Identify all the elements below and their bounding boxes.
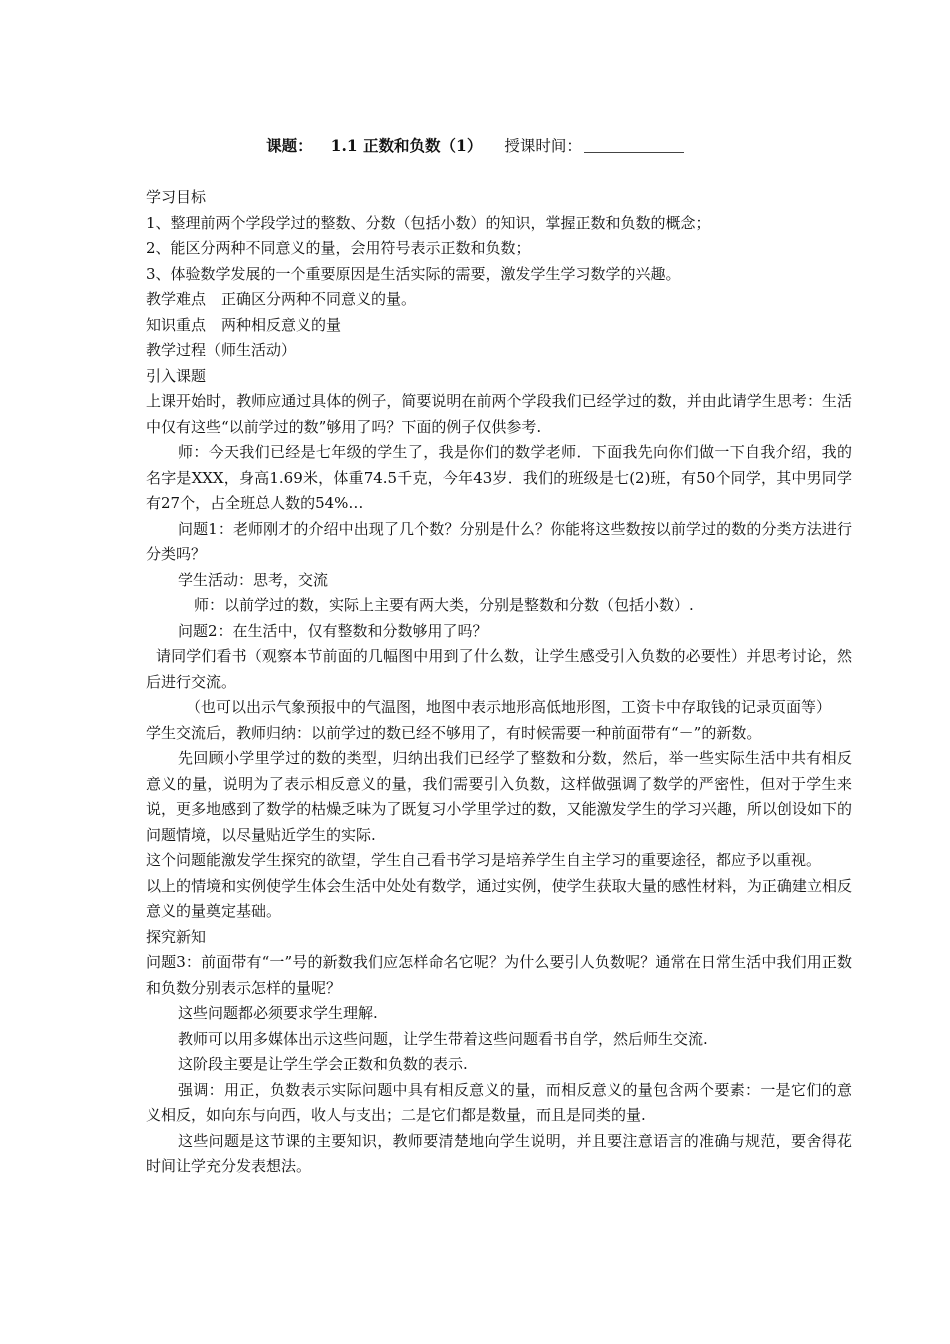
paragraph: 请同学们看书（观察本节前面的几幅图中用到了什么数，让学生感受引入负数的必要性）并思考讨论，然后进行交流。 bbox=[146, 647, 852, 691]
question-2: 问题2：在生活中，仅有整数和分数够用了吗？ bbox=[178, 621, 488, 640]
class-time-label: 授课时间： bbox=[504, 137, 582, 155]
topic-label: 课题： bbox=[266, 136, 313, 155]
paragraph: （也可以出示气象预报中的气温图，地图中表示地形高低地形图，工资卡中存取钱的记录页面等） bbox=[186, 698, 832, 716]
paragraph: 学生交流后，教师归纳：以前学过的数已经不够用了，有时候需要一种前面带有“－”的新数。 bbox=[146, 723, 762, 742]
paragraph: 学生活动：思考，交流 bbox=[178, 570, 329, 589]
paragraph: 师：今天我们已经是七年级的学生了，我是你们的数学老师．下面我先向你们做一下自我介绍，我的名字是XXX，身高1.69米，体重74.5千克，今年43岁．我们的班级是七(2)班，有50个同学，其中男同学有27个，占全班总人数的54%… bbox=[146, 443, 852, 512]
paragraph: 强调：用正，负数表示实际问题中具有相反意义的量，而相反意义的量包含两个要素：一是它们的意义相反，如向东与向西，收人与支出；二是它们都是数量，而且是同类的量. bbox=[146, 1080, 852, 1124]
paragraph: 师：以前学过的数，实际上主要有两大类，分别是整数和分数（包括小数）. bbox=[194, 596, 694, 614]
question-1: 问题1：老师刚才的介绍中出现了几个数？分别是什么？你能将这些数按以前学过的数的分类方法进行分类吗？ bbox=[146, 519, 852, 563]
paragraph: 先回顾小学里学过的数的类型，归纳出我们已经学了整数和分数，然后，举一些实际生活中共有相反意义的量，说明为了表示相反意义的量，我们需要引入负数，这样做强调了数学的严密性，但对于学生来说，更多地感到了数学的枯燥乏味为了既复习小学里学过的数，又能激发学生的学习兴趣，所以创设如下的问题情境，以尽量贴近学生的实际. bbox=[146, 749, 852, 844]
paragraph: 上课开始时，教师应通过具体的例子，简要说明在前两个学段我们已经学过的数，并由此请学生思考：生活中仅有这些“以前学过的数”够用了吗？下面的例子仅供参考. bbox=[146, 392, 852, 436]
paragraph: 这些问题是这节课的主要知识，教师要清楚地向学生说明，并且要注意语言的准确与规范，要舍得花时间让学充分发表想法。 bbox=[146, 1131, 852, 1175]
question-3: 问题3：前面带有“一”号的新数我们应怎样命名它呢？为什么要引人负数呢？通常在日常生活中我们用正数和负数分别表示怎样的量呢？ bbox=[146, 953, 852, 997]
teaching-difficulty: 教学难点 正确区分两种不同意义的量。 bbox=[146, 290, 417, 308]
paragraph: 这个问题能激发学生探究的欲望，学生自己看书学习是培养学生自主学习的重要途径，都应予以重视。 bbox=[146, 851, 822, 869]
objective-2: 2、能区分两种不同意义的量，会用符号表示正数和负数； bbox=[146, 239, 531, 257]
section-heading: 引入课题 bbox=[146, 366, 207, 385]
paragraph: 以上的情境和实例使学生体会生活中处处有数学，通过实例，使学生获取大量的感性材料，为正确建立相反意义的量奠定基础。 bbox=[146, 876, 852, 920]
lesson-header bbox=[0, 136, 950, 156]
section-heading: 学习目标 bbox=[146, 188, 207, 206]
paragraph: 这阶段主要是让学生学会正数和负数的表示. bbox=[178, 1055, 468, 1073]
objective-1: 1、整理前两个学段学过的整数、分数（包括小数）的知识，掌握正数和负数的概念； bbox=[146, 213, 711, 232]
paragraph: 教师可以用多媒体出示这些问题，让学生带着这些问题看书自学，然后师生交流. bbox=[178, 1029, 708, 1048]
paragraph: 这些问题都必须要求学生理解. bbox=[178, 1004, 378, 1022]
class-time-blank bbox=[584, 138, 684, 153]
key-knowledge: 知识重点 两种相反意义的量 bbox=[146, 315, 342, 334]
section-heading: 探究新知 bbox=[146, 927, 207, 946]
document-body bbox=[146, 185, 852, 1180]
section-heading: 教学过程（师生活动） bbox=[146, 341, 297, 359]
lesson-title: 1.1 正数和负数（1） bbox=[330, 136, 483, 155]
objective-3: 3、体验数学发展的一个重要原因是生活实际的需要，激发学生学习数学的兴趣。 bbox=[146, 264, 681, 283]
